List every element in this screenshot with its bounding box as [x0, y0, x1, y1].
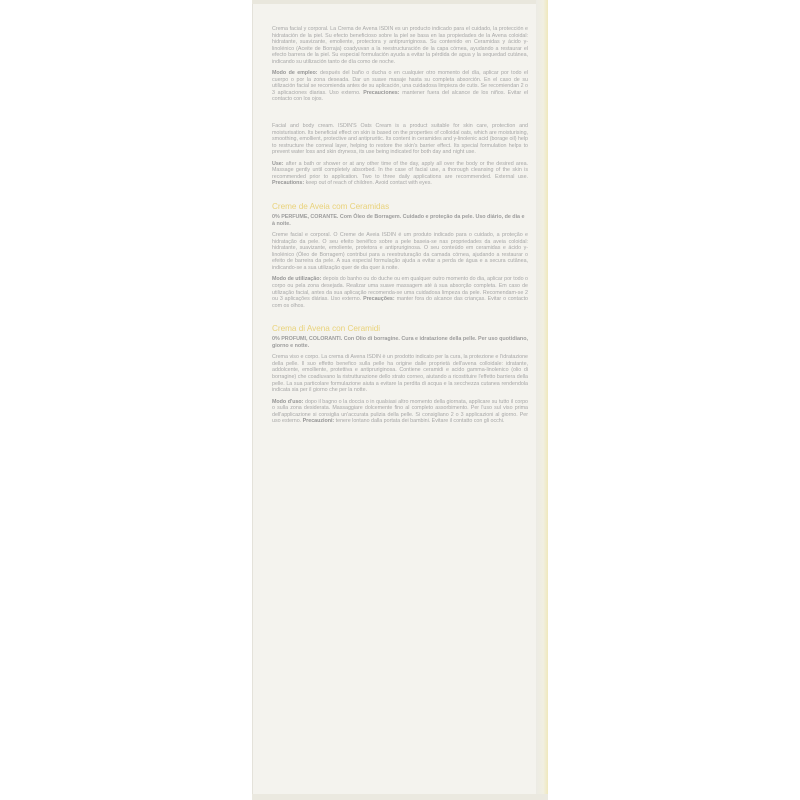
en-intro: Facial and body cream. ISDIN'S Oats Cream is a product suitable for skin care, protection and moisturisation. Its beneficial effect on skin is based on the properties of colloidal oats, which are moisturising, smoothing, emollient, protective and antipruritic. Its content in ceramides and γ-linolenic acid (borage oil) help to restructure the corneal layer, helping to restore the skin's barrier effect. Its special formulation helps to prevent water loss and skin dryness, its use being indicated for both day and night use.	[272, 123, 528, 156]
pt-heading: Creme de Aveia com Ceramidas	[272, 201, 390, 211]
pt-use-text: depois do banho ou do duche ou em qualquer outro momento do dia, aplicar por todo o corpo ou pela zona desejada. Realizar uma suave massagem até à sua absorção completa. Em caso de utilização facial, antes da sua aplicação recomenda-se uma cuidadosa limpeza da pele. Recomendam-se 2 ou 3 aplicações diárias. Uso externo.	[272, 276, 529, 303]
pt-caution-text: manter fora do alcance das crianças. Evitar o contacto com os olhos.	[272, 296, 528, 309]
pt-caution-label: Precauções:	[363, 296, 395, 303]
spacer	[272, 314, 528, 324]
it-use-text: dopo il bagno o la doccia o in qualsiasi altro momento della giornata, applicare su tutto il corpo o sulla zona desiderata. Massaggiare dolcemente fino al completo assorbimento. Per l'uso sul viso prima dell'applicazione si consiglia un'accurata pulizia della pelle. Si consigliano 2 o 3 applicazioni al giorno. Per uso esterno.	[272, 398, 528, 425]
en-use-label: Use:	[272, 160, 284, 167]
box-side-edge	[536, 0, 548, 800]
es-intro: Crema facial y corporal. La Crema de Avena ISDIN es un producto indicado para el cuidado, la protección e hidratación de la piel. Su efecto beneficioso sobre la piel se basa en las propiedades de la Avena coloidal: hidratante, suavizante, emoliente, protectora y antiprurriginosa. Su contenido en Ceramidas y ácido γ-linolénico (Aceite de Borraja) coadyuvan a la reestructuración de la capa córnea, ayudando a restaurar el efecto barrera de la piel. Su especial formulación ayuda a evitar la pérdida de agua y la sequedad cutánea, indicando su utilización tanto de día como de noche.	[272, 26, 528, 65]
it-caution-text: tenere lontano dalla portata dei bambini. Evitare il contatto con gli occhi.	[335, 418, 505, 425]
en-caution-label: Precautions:	[272, 180, 305, 187]
pt-subheading: 0% PERFUME, CORANTE. Com Óleo de Borragem. Cuidado e proteção da pele. Uso diário, de dia e à noite.	[272, 213, 525, 227]
pt-usage	[272, 276, 528, 309]
it-use-label: Modo d'uso:	[272, 398, 304, 405]
box-top-edge	[252, 0, 548, 4]
section-pt	[272, 202, 528, 309]
it-intro: Crema viso e corpo. La crema di Avena ISDIN è un prodotto indicato per la cura, la protezione e l'idratazione della pelle. Il suo effetto benefico sulla pelle ha origine dalle proprietà dell'avena colloidale: idratante, addolcente, emolliente, protettiva e antipruriginosa. Contiene ceramidi e acido gamma-linolenico (olio di borragine) che coadiuvano la ristrutturazione dello strato corneo, aiutando a ricostituire l'effetto barriera della pelle. La sua particolare formulazione aiuta a evitare la perdita di acqua e la secchezza cutanea rendendola indicata sia per il giorno che per la notte.	[272, 354, 528, 394]
spacer	[272, 192, 528, 202]
es-caution-text: mantener fuera del alcance de los niños. Evitar el contacto con los ojos.	[272, 89, 528, 103]
it-heading: Crema di Avena con Ceramidi	[272, 324, 381, 334]
it-subheading: 0% PROFUMI, COLORANTI. Con Olio di borragine. Cura e idratazione della pelle. Per uso quotidiano, giorno e notte.	[272, 336, 528, 349]
it-usage	[272, 399, 528, 425]
box-bottom-edge	[252, 794, 548, 800]
es-use-text: después del baño o ducha o en cualquier otro momento del día, aplicar por todo el cuerpo o por la zona deseada. Dar un suave masaje hasta su completa absorción. En el caso de su utilización facial se recomienda antes de su aplicación, una cuidadosa limpieza de cutis. Se recomiendan 2 o 3 aplicaciones diarias. Uso externo.	[272, 70, 529, 96]
spacer	[272, 108, 528, 123]
es-caution-label: Precauciones:	[363, 89, 400, 96]
section-es	[272, 26, 528, 103]
pt-use-label: Modo de utilização:	[272, 276, 322, 283]
es-usage	[272, 70, 528, 103]
it-caution-label: Precauzioni:	[302, 418, 335, 425]
en-usage	[272, 161, 528, 187]
package-text	[272, 26, 528, 430]
pt-intro: Creme facial e corporal. O Creme de Aveia ISDIN é um produto indicado para o cuidado, a proteção e hidratação da pele. O seu efeito benéfico sobre a pele baseia-se nas propriedades da aveia coloidal: hidratante, suavizante, emoliente, protetora e antipruriginosa. O seu conteúdo em ceramidas e ácido γ-linolénico (Óleo de Borragem) contribui para a reestruturação da camada córnea, ajudando a restaurar o efeito de barreira da pele. A sua especial formulação ajuda a evitar a perda de água e a secura cutânea, indicando-se a sua utilização quer de dia quer à noite.	[272, 232, 528, 271]
en-caution-text: keep out of reach of children. Avoid contact with eyes.	[305, 180, 432, 187]
section-it	[272, 324, 528, 425]
section-en	[272, 123, 528, 187]
en-use-text: after a bath or shower or at any other time of the day, apply all over the body or the desired area. Massage gently until completely absorbed. In the case of facial use, a thorough cleansing of the skin is recommended prior to application. Two to three daily applications are recommended. External use.	[272, 160, 528, 180]
es-use-label: Modo de empleo:	[272, 70, 318, 77]
